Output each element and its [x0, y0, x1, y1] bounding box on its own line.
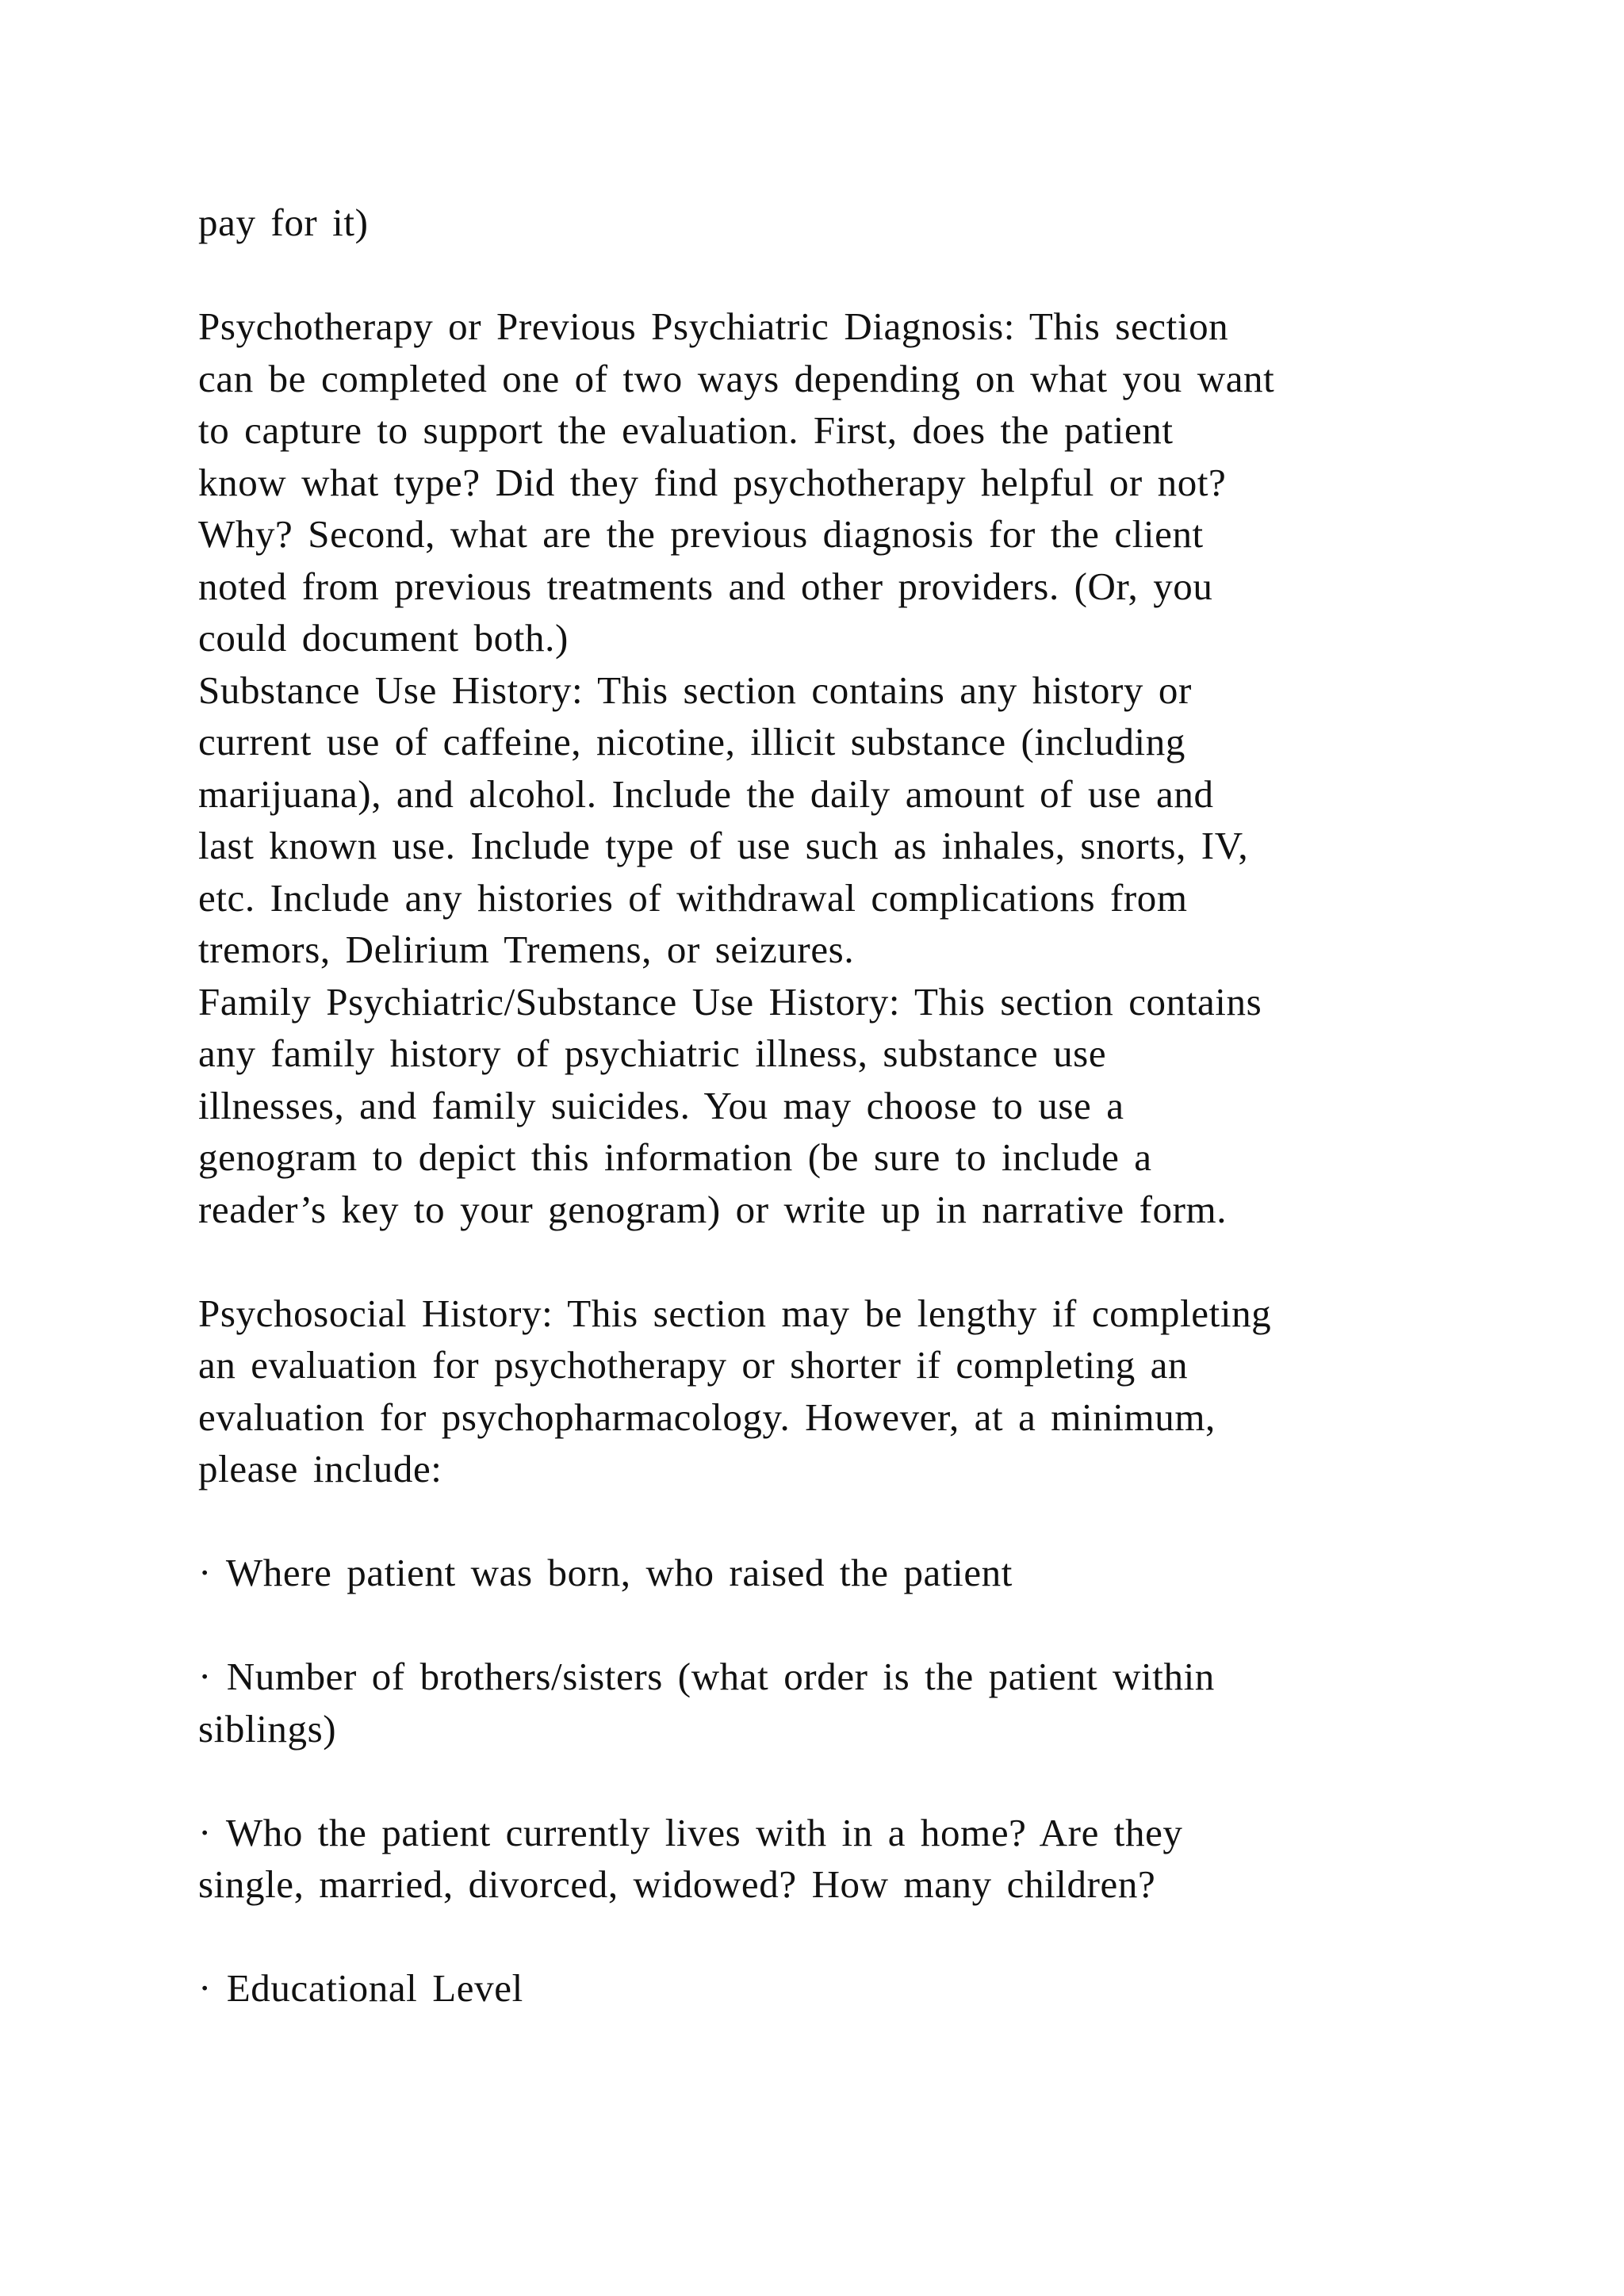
- text-line: reader’s key to your genogram) or write up in narrative form.: [198, 1187, 1228, 1231]
- text-line: pay for it): [198, 201, 369, 244]
- text-line: Psychosocial History: This section may be lengthy if completing: [198, 1291, 1272, 1335]
- text-line: Substance Use History: This section contains any history or: [198, 668, 1192, 712]
- bullet-item: · Number of brothers/sisters (what order is the patient within: [198, 1655, 1215, 1698]
- text-line: know what type? Did they find psychotherapy helpful or not?: [198, 460, 1227, 504]
- text-line: single, married, divorced, widowed? How many children?: [198, 1862, 1156, 1906]
- blank-line: [198, 1911, 1483, 1963]
- text-line: last known use. Include type of use such as inhales, snorts, IV,: [198, 824, 1249, 867]
- text-line: an evaluation for psychotherapy or shorter if completing an: [198, 1343, 1189, 1387]
- text-line: Why? Second, what are the previous diagnosis for the client: [198, 512, 1204, 556]
- text-line: Family Psychiatric/Substance Use History: This section contains: [198, 979, 1262, 1024]
- blank-line: [198, 1235, 1483, 1288]
- text-line: can be completed one of two ways depending on what you want: [198, 356, 1275, 400]
- blank-line: [198, 1599, 1483, 1651]
- blank-line: [198, 1495, 1483, 1548]
- text-line: tremors, Delirium Tremens, or seizures.: [198, 928, 855, 971]
- text-line: etc. Include any histories of withdrawal complications from: [198, 875, 1188, 920]
- text-line: any family history of psychiatric illness, substance use: [198, 1031, 1107, 1075]
- text-line: Psychotherapy or Previous Psychiatric Diagnosis: This section: [198, 304, 1229, 348]
- text-line: current use of caffeine, nicotine, illicit substance (including: [198, 720, 1185, 763]
- text-line: illnesses, and family suicides. You may choose to use a: [198, 1083, 1124, 1127]
- document-body: [198, 197, 1483, 2015]
- text-line: evaluation for psychopharmacology. However, at a minimum,: [198, 1395, 1216, 1439]
- text-line: noted from previous treatments and other providers. (Or, you: [198, 564, 1213, 608]
- text-line: genogram to depict this information (be sure to include a: [198, 1135, 1152, 1179]
- text-line: could document both.): [198, 616, 569, 660]
- bullet-item: · Educational Level: [198, 1966, 523, 2010]
- text-line: to capture to support the evaluation. First, does the patient: [198, 408, 1174, 452]
- bullet-item: · Where patient was born, who raised the patient: [198, 1551, 1013, 1594]
- bullet-item: · Who the patient currently lives with in a home? Are they: [198, 1810, 1183, 1854]
- text-line: please include:: [198, 1447, 442, 1490]
- text-line: marijuana), and alcohol. Include the daily amount of use and: [198, 771, 1214, 816]
- blank-line: [198, 1755, 1483, 1807]
- blank-line: [198, 249, 1483, 301]
- text-line: siblings): [198, 1706, 337, 1751]
